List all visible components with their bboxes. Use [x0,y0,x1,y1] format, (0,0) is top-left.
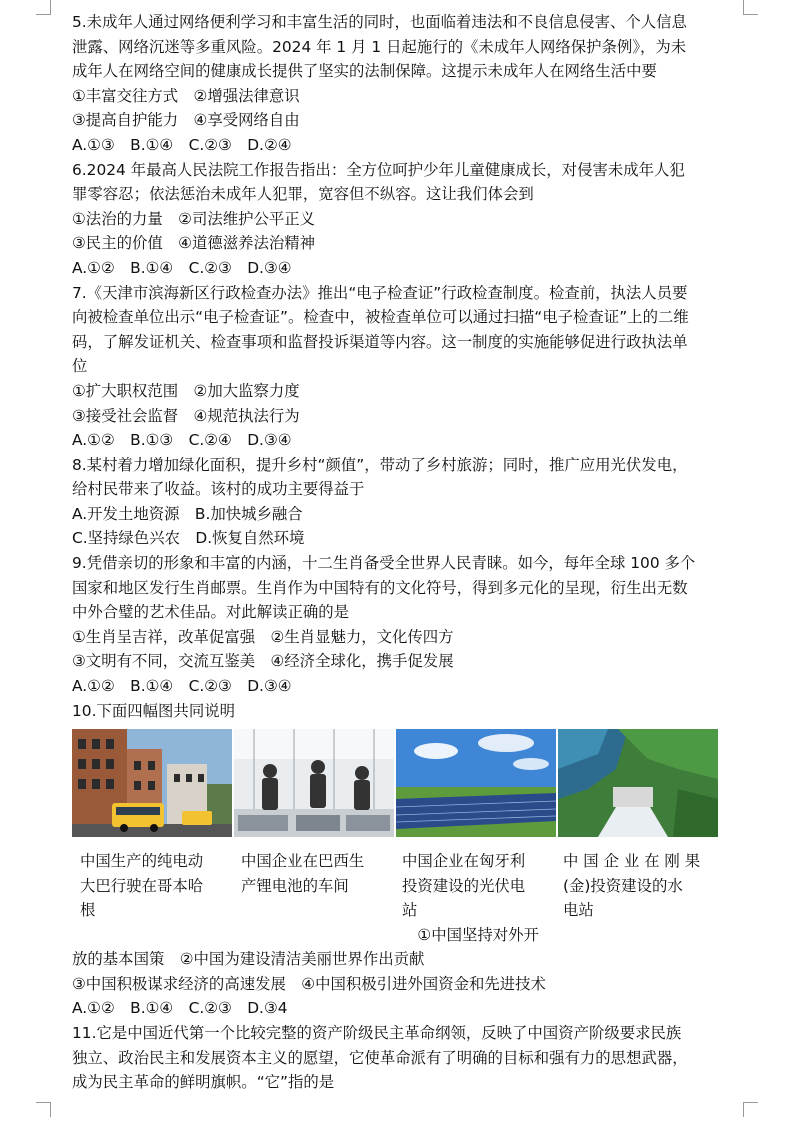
option-line: 放的基本国策 ②中国为建设清洁美丽世界作出贡献 [72,950,425,969]
question-text-line: 10.下面四幅图共同说明 [72,701,235,720]
caption-battery-workshop [233,849,394,947]
option-line: ③中国积极谋求经济的高速发展 ④中国积极引进外国资金和先进技术 [72,974,546,993]
question-text-line: 中外合璧的艺术佳品。对此解读正确的是 [72,603,350,622]
question-7 [72,281,732,453]
answer-choices: A.①② B.①④ C.②③ D.③4 [72,999,288,1018]
answer-choices: A.①② B.①④ C.②③ D.③④ [72,258,292,277]
option-line: ③民主的价值 ④道德滋养法治精神 [72,234,316,253]
photo-lithium-battery-workshop-brazil [234,729,394,837]
option-line: ①扩大职权范围 ②加大监察力度 [72,381,300,400]
figure-row [72,729,732,837]
photo-hydropower-station-congo [558,729,718,837]
question-text-line: 向被检查单位出示“电子检查证”。检查中，被检查单位可以通过扫描“电子检查证”上的二维 [72,308,689,327]
option-line: C.坚持绿色兴农 D.恢复自然环境 [72,529,305,548]
figure-captions [72,849,732,947]
question-text-line: 独立、政治民主和发展资本主义的愿望，它使革命派有了明确的目标和强有力的思想武器， [72,1048,688,1067]
question-10 [72,699,732,1021]
crop-mark-bottom-right [743,1102,758,1117]
question-text-line: 11.它是中国近代第一个比较完整的资产阶级民主革命纲领，反映了中国资产阶级要求民族 [72,1024,682,1042]
question-text-line: 9.凭借亲切的形象和丰富的内涵，十二生肖备受全世界人民青睐。如今，每年全球 100 多个 [72,554,696,573]
caption-electric-bus [72,849,233,947]
question-text-line: 成年人在网络空间的健康成长提供了坚实的法制保障。这提示未成年人在网络生活中要 [72,62,657,81]
question-9 [72,551,732,699]
photo-electric-bus-copenhagen [72,729,232,837]
question-5 [72,10,732,158]
question-text-line: 8.某村着力增加绿化面积，提升乡村“颜值”，带动了乡村旅游；同时，推广应用光伏发电， [72,455,688,474]
answer-choices: A.①③ B.①④ C.②③ D.②④ [72,135,292,154]
caption-line: 投资建设的光伏电 [402,876,526,895]
caption-solar-plant [394,849,555,947]
caption-line: 电站 [563,901,594,920]
option-line: ③文明有不同，交流互鉴美 ④经济全球化，携手促发展 [72,652,454,671]
question-text-line: 6.2024 年最高人民法院工作报告指出：全方位呵护少年儿童健康成长，对侵害未成年人犯 [72,160,685,179]
question-text-line: 位 [72,357,88,376]
question-11 [72,1021,732,1095]
question-text-line: 码，了解发证机关、检查事项和监督投诉渠道等内容。这一制度的实施能够促进行政执法单 [72,332,688,351]
caption-line: 站 [402,901,418,920]
caption-line: 产锂电池的车间 [241,876,349,895]
exam-page [72,10,732,1095]
option-line: ①生肖呈吉祥，改革促富强 ②生肖显魅力，文化传四方 [72,627,454,646]
question-6 [72,158,732,281]
crop-mark-bottom-left [36,1102,51,1117]
crop-mark-top-left [36,0,51,15]
question-text-line: 泄露、网络沉迷等多重风险。2024 年 1 月 1 日起施行的《未成年人网络保护条例》，为未 [72,37,687,56]
answer-choices: A.①② B.①③ C.②④ D.③④ [72,431,292,450]
question-8 [72,453,732,551]
option-line: ①法治的力量 ②司法维护公平正义 [72,209,316,228]
option-line: ①中国坚持对外开 [402,925,539,944]
question-text-line: 罪零容忍；依法惩治未成年人犯罪，宽容但不纵容。这让我们体会到 [72,185,534,204]
question-text-line: 5.未成年人通过网络便利学习和丰富生活的同时，也面临着违法和不良信息侵害、个人信息 [72,13,687,31]
option-line: ③提高自护能力 ④享受网络自由 [72,111,300,130]
question-text-line: 给村民带来了收益。该村的成功主要得益于 [72,480,365,499]
question-text-line: 成为民主革命的鲜明旗帜。“它”指的是 [72,1073,335,1092]
option-line: ③接受社会监督 ④规范执法行为 [72,406,300,425]
answer-choices: A.①② B.①④ C.②③ D.③④ [72,677,292,696]
caption-line: 中国企业在巴西生 [241,852,365,871]
question-text-line: 7.《天津市滨海新区行政检查办法》推出“电子检查证”行政检查制度。检查前，执法人员要 [72,283,688,302]
crop-mark-top-right [743,0,758,15]
option-line: A.开发土地资源 B.加快城乡融合 [72,504,303,523]
caption-hydropower [555,849,716,947]
caption-line: 中国企业在匈牙利 [402,852,526,871]
caption-line: 中 国 企 业 在 刚 果 [563,852,701,871]
option-line: ①丰富交往方式 ②增强法律意识 [72,86,300,105]
caption-line: 中国生产的纯电动 [80,852,204,871]
question-text-line: 国家和地区发行生肖邮票。生肖作为中国特有的文化符号，得到多元化的呈现，衍生出无数 [72,578,688,597]
caption-line: 根 [80,901,96,920]
photo-solar-plant-hungary [396,729,556,837]
caption-line: (金)投资建设的水 [563,876,683,895]
caption-line: 大巴行驶在哥本哈 [80,876,204,895]
